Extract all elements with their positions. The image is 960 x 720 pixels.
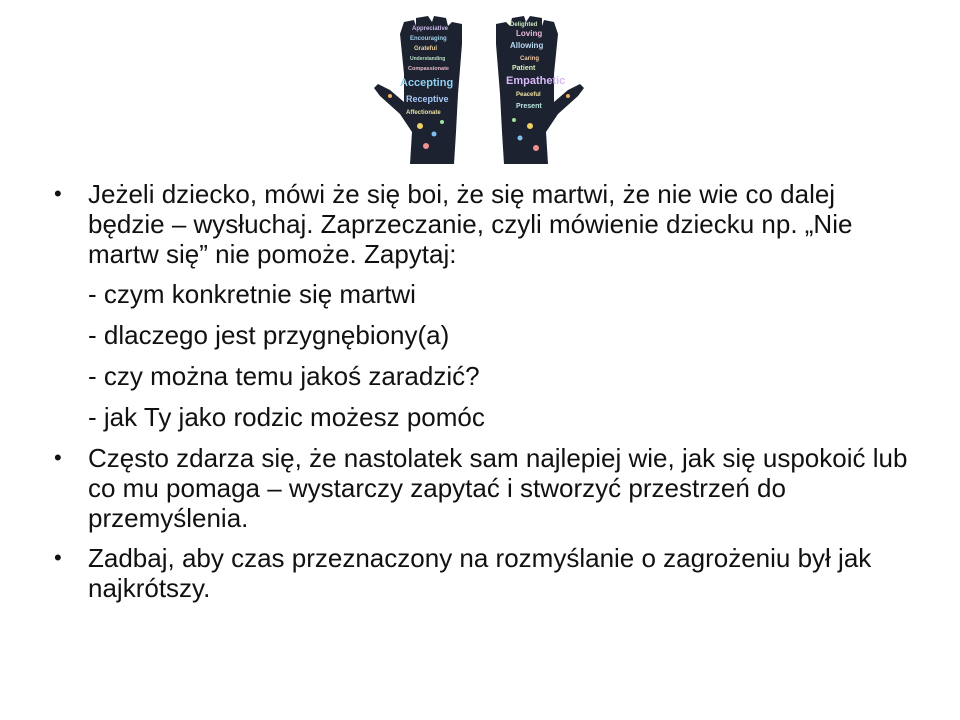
sub-item: - czym konkretnie się martwi: [88, 279, 416, 309]
bullet-text: Jeżeli dziecko, mówi że się boi, że się martwi, że nie wie co dalej będzie – wysłuchaj. Zaprzeczanie, czyli mówienie dziecku np. „Nie martw się” nie pomoże. Zapytaj:: [88, 179, 853, 269]
right-word-8: Present: [516, 103, 542, 110]
bullet-item: [48, 443, 908, 533]
right-word-6: Empathetic: [506, 75, 566, 87]
hands-illustration: [370, 14, 588, 166]
left-word-3: Grateful: [414, 46, 438, 52]
bullet-dot: •: [54, 181, 62, 206]
left-word-6: Accepting: [400, 77, 454, 89]
right-word-3: Allowing: [510, 41, 544, 50]
left-word-2: Encouraging: [410, 36, 447, 42]
bullet-item: [48, 179, 908, 269]
bullet-dot: •: [54, 545, 62, 570]
left-word-8: Affectionate: [406, 110, 441, 116]
left-word-7: Receptive: [406, 94, 449, 104]
left-word-5: Compassionate: [408, 66, 449, 72]
bullet-text: Zadbaj, aby czas przeznaczony na rozmyślanie o zagrożeniu był jak najkrótszy.: [88, 543, 872, 603]
sub-item: - jak Ty jako rodzic możesz pomóc: [88, 402, 485, 432]
hands-image: [370, 14, 588, 166]
right-word-5: Patient: [512, 65, 536, 72]
right-hand-shape: [496, 16, 584, 164]
right-word-1: Delighted: [510, 22, 538, 28]
bullet-text: Często zdarza się, że nastolatek sam najlepiej wie, jak się uspokoić lub co mu pomaga – wystarczy zapytać i stworzyć przestrzeń do przemyślenia.: [88, 443, 908, 533]
right-word-4: Caring: [520, 56, 540, 62]
left-word-4: Understanding: [410, 56, 446, 62]
right-word-2: Loving: [516, 29, 543, 38]
right-word-7: Peaceful: [516, 92, 541, 98]
bullet-list: [48, 179, 908, 613]
left-word-1: Appreciative: [412, 26, 449, 32]
bullet-dot: •: [54, 445, 62, 470]
sub-item: - dlaczego jest przygnębiony(a): [88, 320, 450, 350]
sub-item: - czy można temu jakoś zaradzić?: [88, 361, 480, 391]
bullet-item: [48, 543, 908, 603]
